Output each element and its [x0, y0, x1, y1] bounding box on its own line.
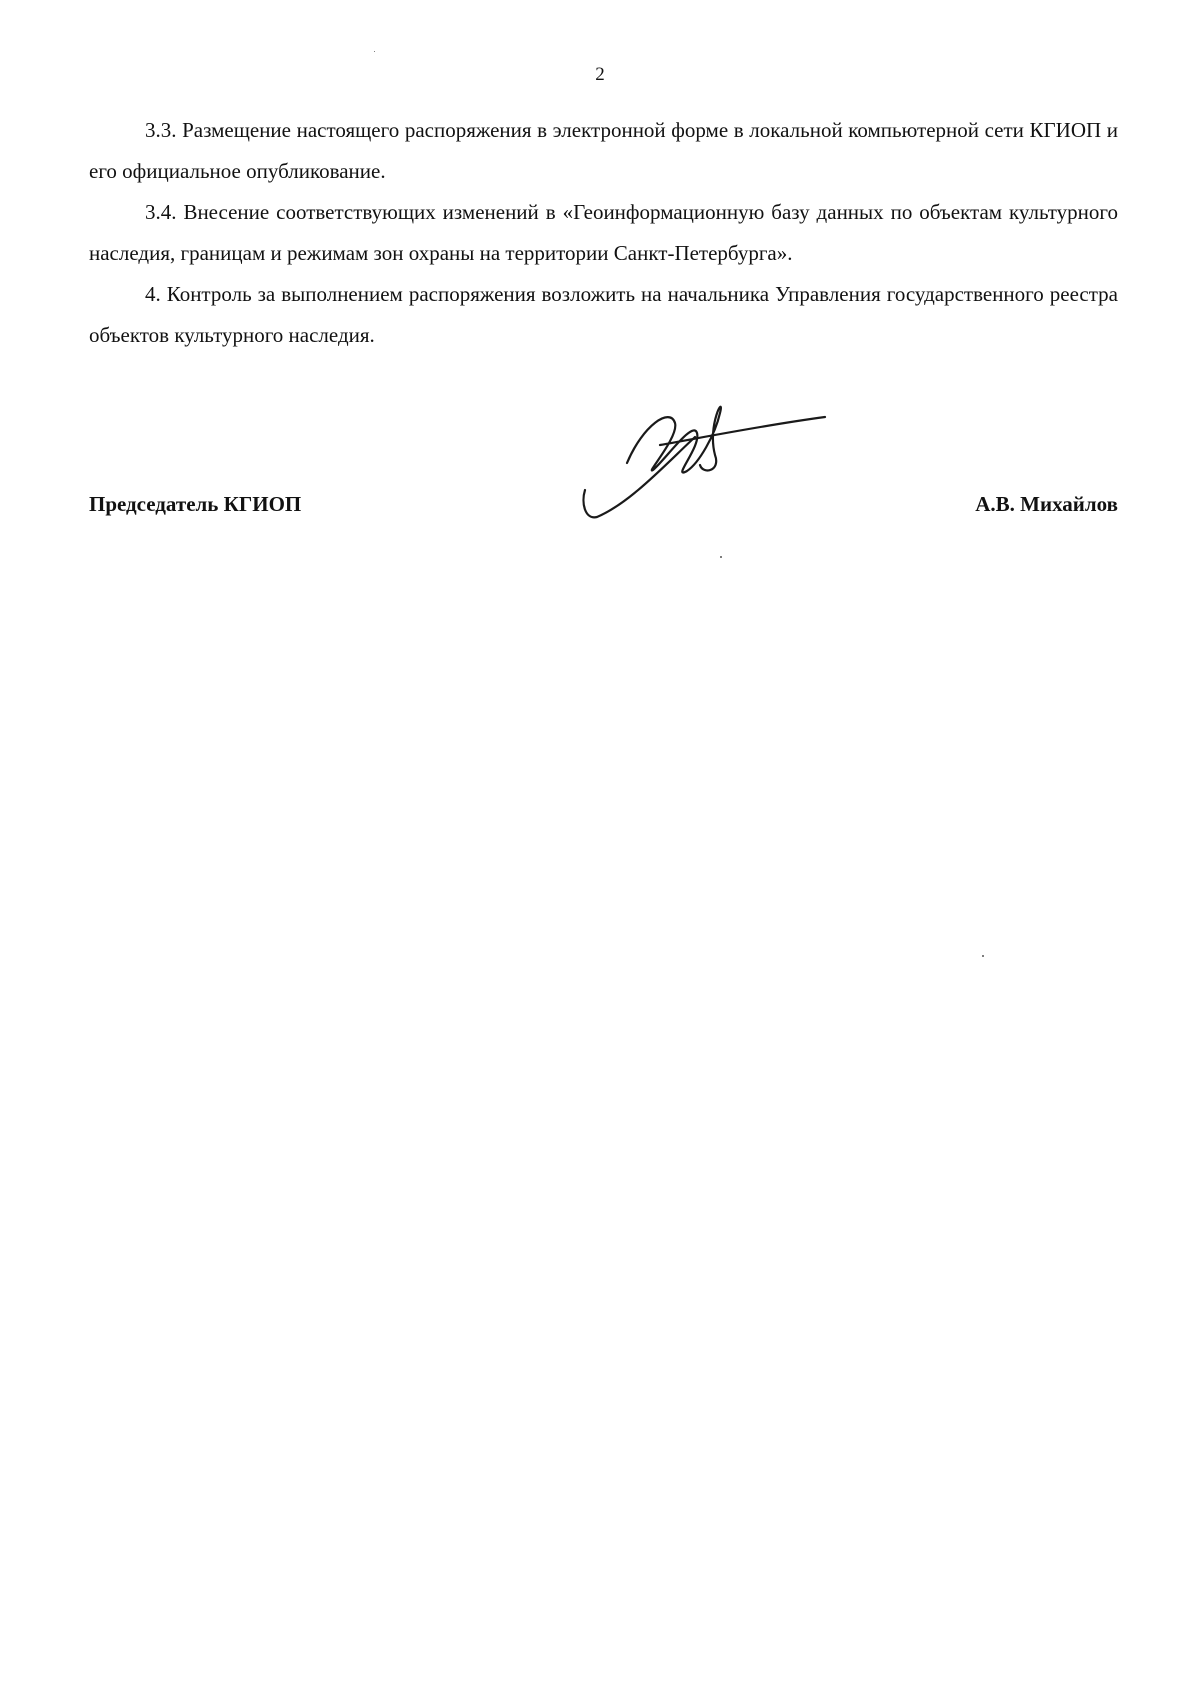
- signer-name: А.В. Михайлов: [975, 492, 1118, 516]
- signature-block: [89, 492, 1118, 532]
- paragraph-4: 4. Контроль за выполнением распоряжения возложить на начальника Управления государственного реестра объектов культурного наследия.: [89, 282, 1118, 347]
- scan-speck: [374, 51, 375, 52]
- page-number: 2: [595, 64, 605, 85]
- document-body: [89, 110, 1118, 356]
- signer-title: Председатель КГИОП: [89, 492, 302, 516]
- paragraph-3-4: 3.4. Внесение соответствующих изменений в «Геоинформационную базу данных по объектам культурного наследия, границам и режимам зон охраны на территории Санкт-Петербурга».: [89, 200, 1118, 265]
- paragraph-3-3: 3.3. Размещение настоящего распоряжения в электронной форме в локальной компьютерной сети КГИОП и его официальное опубликование.: [89, 118, 1118, 183]
- scan-speck: [720, 556, 722, 558]
- scan-speck: [982, 955, 984, 957]
